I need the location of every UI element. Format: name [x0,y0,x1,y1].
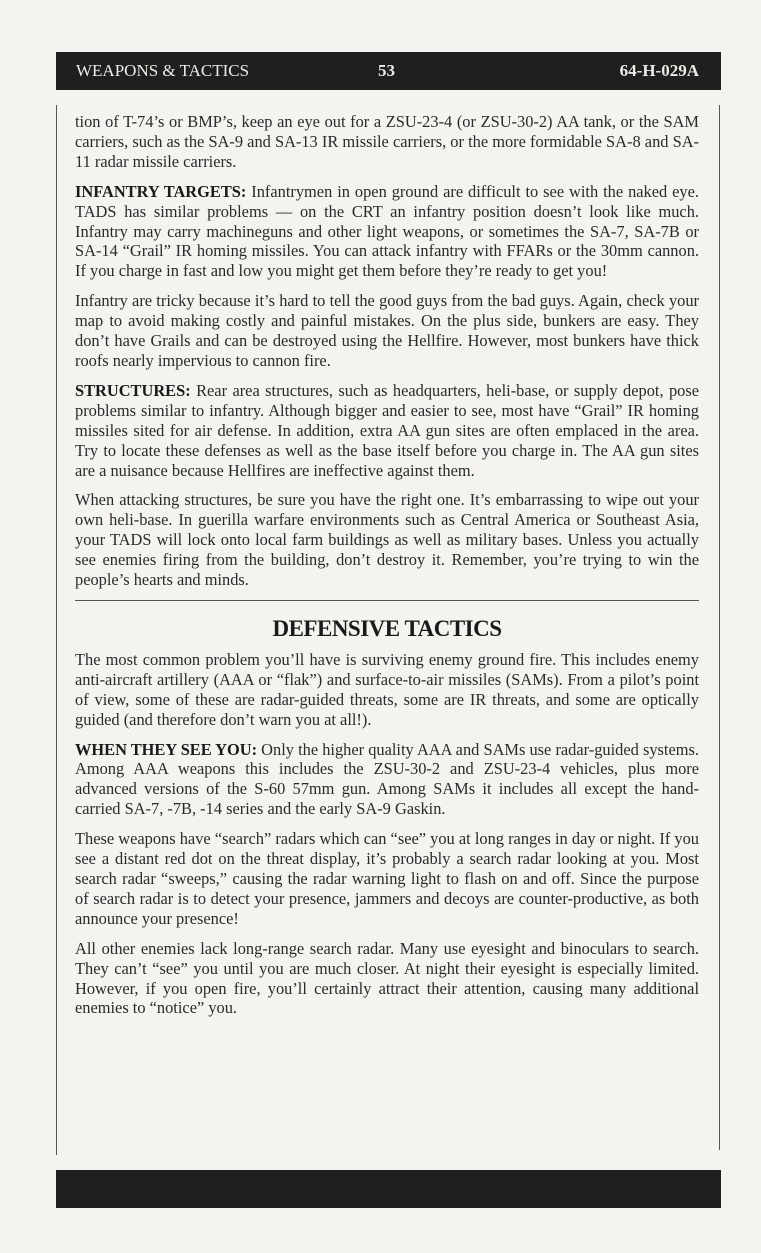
paragraph: Infantry are tricky because it’s hard to tell the good guys from the bad guys. Again, check your map to avoid making costly and painful mistakes. On the plus side, bunkers are easy. They don’t have Grails and can be destroyed using the Hellfire. However, most bunkers have thick roofs nearly impervious to cannon fire. [75,291,699,370]
left-margin-rule [56,105,57,1155]
paragraph-when-they-see-you: WHEN THEY SEE YOU: Only the higher quality AAA and SAMs use radar-guided systems. Among AAA weapons this includes the ZSU-30-2 and ZSU-23-4 vehicles, plus more advanced versions of the S-60 57mm gun. Among SAMs it includes all except the hand-carried SA-7, -7B, -14 series and the early SA-9 Gaskin. [75,739,699,819]
paragraph-lead: WHEN THEY SEE YOU: [75,739,258,759]
document-code: 64-H-029A [619,61,699,80]
page-footer [56,1170,721,1208]
section-divider [75,600,699,601]
paragraph-structures: STRUCTURES: Rear area structures, such as headquarters, heli-base, or supply depot, pose problems similar to infantry. Although bigger and easier to see, most have “Grail” IR homing missiles sited for air defense. In addition, extra AA gun sites are often emplaced in the area. Try to locate these defenses as well as the base itself before you charge in. The AA gun sites are a nuisance because Hellfires are ineffective against them. [75,380,699,480]
page-number: 53 [378,61,395,80]
paragraph-lead: INFANTRY TARGETS: [75,181,247,201]
page-body [75,112,699,1028]
paragraph-lead: STRUCTURES: [75,380,191,400]
paragraph-infantry-targets: INFANTRY TARGETS: Infantrymen in open ground are difficult to see with the naked eye. TADS has similar problems — on the CRT an infantry position doesn’t look like much. Infantry may carry machineguns and other light weapons, or sometimes the SA-7, SA-7B or SA-14 “Grail” IR homing missiles. You can attack infantry with FFARs or the 30mm cannon. If you charge in fast and low you might get them before they’re ready to get you! [75,181,699,281]
paragraph: When attacking structures, be sure you have the right one. It’s embarrassing to wipe out your own heli-base. In guerilla warfare environments such as Central America or Southeast Asia, your TADS will lock onto local farm buildings as well as military bases. Unless you actually see enemies firing from the building, don’t destroy it. Remember, you’re trying to win the people’s hearts and minds. [75,490,699,590]
header-section-title: WEAPONS & TACTICS [76,61,250,80]
right-margin-rule [719,105,720,1150]
paragraph: All other enemies lack long-range search radar. Many use eyesight and binoculars to search. They can’t “see” you until you are much closer. At night their eyesight is especially limited. However, if you open fire, you’ll certainly attract their attention, causing many additional enemies to “notice” you. [75,938,699,1018]
section-heading: DEFENSIVE TACTICS [272,615,502,641]
paragraph: These weapons have “search” radars which can “see” you at long ranges in day or night. If you see a distant red dot on the threat display, it’s probably a search radar looking at you. Most search radar “sweeps,” causing the radar warning light to flash on and off. Since the purpose of search radar is to detect your presence, jammers and decoys are counter-productive, as both announce your presence! [75,829,699,928]
paragraph: tion of T-74’s or BMP’s, keep an eye out for a ZSU-23-4 (or ZSU-30-2) AA tank, or the SAM carriers, such as the SA-9 and SA-13 IR missile carriers, or the more formidable SA-8 and SA-11 radar missile carriers. [75,112,699,171]
page-header [56,52,721,90]
paragraph: The most common problem you’ll have is surviving enemy ground fire. This includes enemy anti-aircraft artillery (AAA or “flak”) and surface-to-air missiles (SAMs). From a pilot’s point of view, some of these are radar-guided threats, some are IR threats, and some are optically guided (and therefore don’t warn you at all!). [75,649,699,729]
